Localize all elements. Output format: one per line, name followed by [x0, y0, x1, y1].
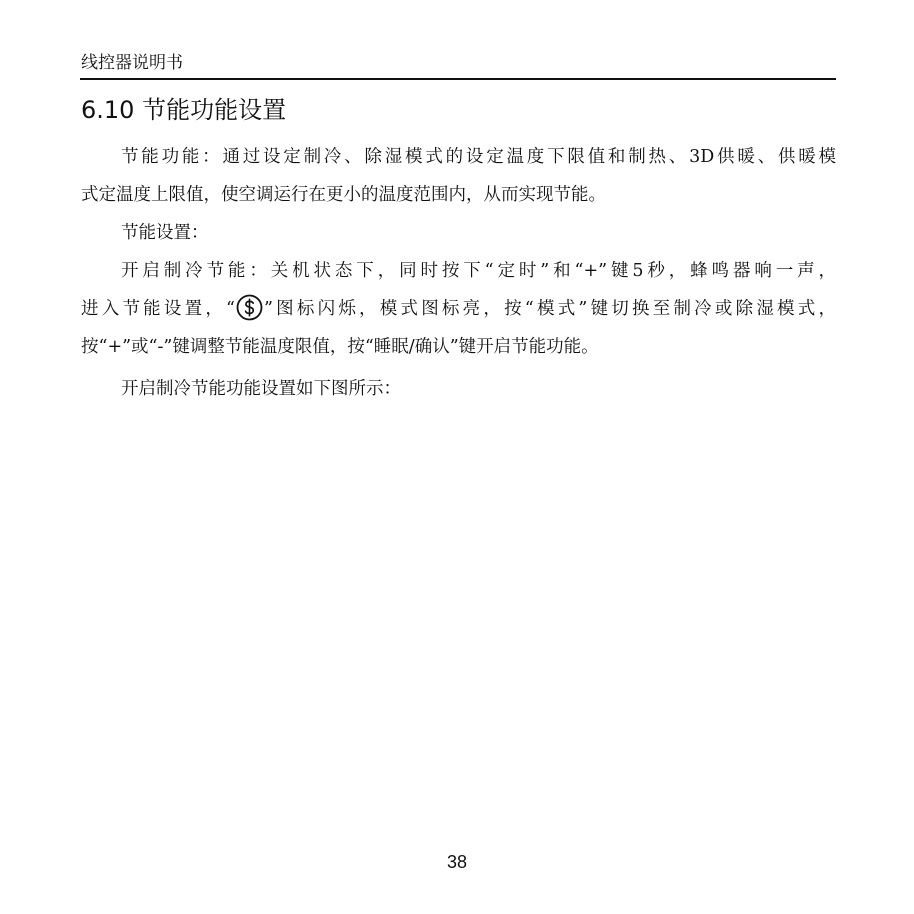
paragraph-line: 按“+”或“-”键调整节能温度限值，按“睡眠/确认”键开启节能功能。 [81, 337, 599, 357]
section-title: 6.10 节能功能设置 [81, 96, 287, 124]
document-header-title: 线控器说明书 [81, 53, 183, 73]
header-divider [80, 78, 836, 80]
paragraph-enable-cooling-energy-saving [81, 252, 836, 366]
paragraph-line: 节能功能：通过设定制冷、除湿模式的设定温度下限值和制热、3D供暖、供暖模 [121, 147, 836, 167]
page-number: 38 [446, 852, 468, 872]
paragraph-text-segment: ”图标闪烁，模式图标亮，按“模式”键切换至制冷或除湿模式， [264, 299, 837, 319]
paragraph-energy-saving-function [81, 138, 836, 214]
paragraph-text-segment: 进入节能设置，“ [81, 299, 235, 319]
paragraph-figure-intro: 开启制冷节能功能设置如下图所示： [121, 379, 401, 399]
dollar-circle-icon [236, 294, 263, 321]
paragraph-line: 式定温度上限值，使空调运行在更小的温度范围内，从而实现节能。 [81, 185, 606, 205]
paragraph-line: 开启制冷节能：关机状态下，同时按下“定时”和“+”键5秒，蜂鸣器响一声， [121, 261, 836, 281]
paragraph-energy-saving-settings-label: 节能设置： [121, 223, 209, 243]
paragraph-line-with-icon [81, 290, 836, 328]
